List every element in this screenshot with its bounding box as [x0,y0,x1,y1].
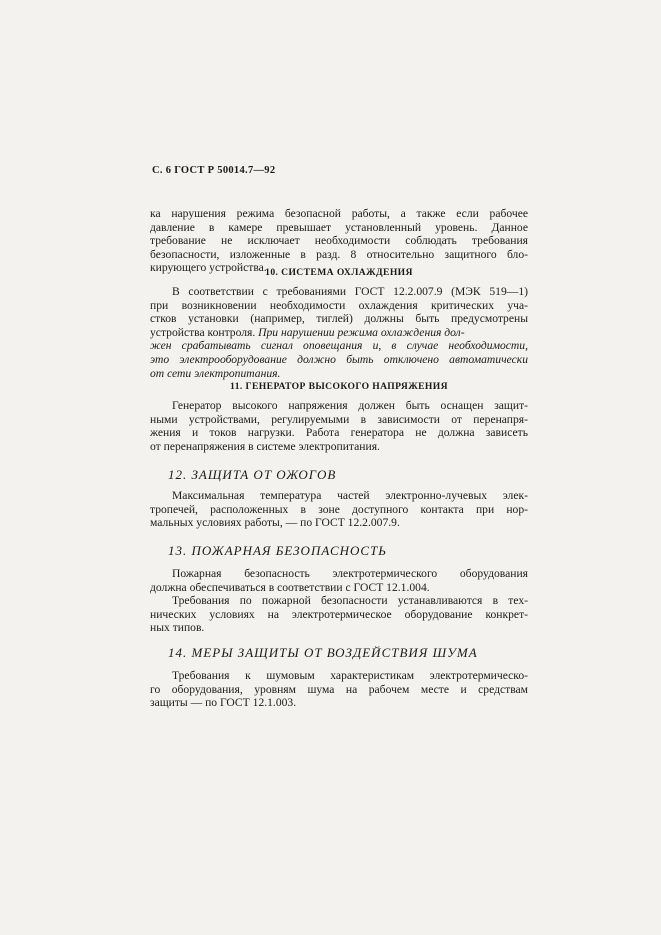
text-line: ными устройствами, регулируемыми в зависимости от перенапря- [150,412,528,426]
text-line: Пожарная безопасность электротермического оборудования [172,567,528,580]
text-line: должна обеспечиваться в соответствии с ГОСТ 12.1.004. [150,580,430,594]
section-heading-10: 10. СИСТЕМА ОХЛАЖДЕНИЯ [265,267,413,278]
text-line: кирующего устройства. [150,261,267,275]
text-line: стков установки (например, тиглей) должны быть предусмотрены [150,312,528,326]
text-fragment: устройства контроля. [150,325,259,339]
section-14-text [150,669,528,710]
text-line: Максимальная температура частей электронно-лучевых элек- [172,489,528,502]
text-line: мальных условиях работы, — по ГОСТ 12.2.007.9. [150,516,400,530]
text-line: давление в камере превышает установленный уровень. Данное [150,220,528,234]
section-13-text [150,567,528,635]
section-12-text [150,489,528,530]
section-10-text [150,285,528,380]
text-line: го оборудования, уровням шума на рабочем месте и средствам [150,682,528,696]
section-heading-13: 13. ПОЖАРНАЯ БЕЗОПАСНОСТЬ [168,543,387,558]
text-line: В соответствии с требованиями ГОСТ 12.2.007.9 (МЭК 519—1) [172,285,528,298]
text-line: ка нарушения режима безопасной работы, а также если рабочее [150,207,528,220]
text-line: Генератор высокого напряжения должен быть оснащен защит- [172,399,528,412]
text-line: тропечей, расположенных в зоне доступного контакта при нор- [150,502,528,516]
text-line: безопасности, изложенные в разд. 8 относительно защитного бло- [150,247,528,261]
text-line: ных типов. [150,621,205,635]
section-11-text [150,399,528,453]
text-line: защиты — по ГОСТ 12.1.003. [150,696,297,710]
section-heading-12: 12. ЗАЩИТА ОТ ОЖОГОВ [168,467,337,482]
text-line: требование не исключает необходимости соблюдать требования [150,234,528,248]
text-line: Требования по пожарной безопасности устанавливаются в тех- [172,594,528,608]
text-line: при возникновении необходимости охлаждения критических уча- [150,298,528,312]
section-heading-11: 11. ГЕНЕРАТОР ВЫСОКОГО НАПРЯЖЕНИЯ [230,381,448,392]
paragraph-continuation [150,207,528,275]
text-line: от сети электропитания. [150,366,281,380]
italic-fragment: При нарушении режима охлаждения дол- [258,325,465,339]
page-header: С. 6 ГОСТ Р 50014.7—92 [152,165,276,176]
text-line: жен срабатывать сигнал оповещания и, в случае необходимости, [150,339,528,353]
section-heading-14: 14. МЕРЫ ЗАЩИТЫ ОТ ВОЗДЕЙСТВИЯ ШУМА [168,645,478,660]
text-line: жения и токов нагрузки. Работа генератора не должна зависеть [150,426,528,440]
text-line: Требования к шумовым характеристикам электротермическо- [172,669,528,682]
text-line: это электрооборудование должно быть отключено автоматически [150,352,528,366]
text-line: нических условиях на электротермическое оборудование конкрет- [150,607,528,621]
text-line [150,326,528,340]
text-line: от перенапряжения в системе электропитания. [150,439,380,453]
